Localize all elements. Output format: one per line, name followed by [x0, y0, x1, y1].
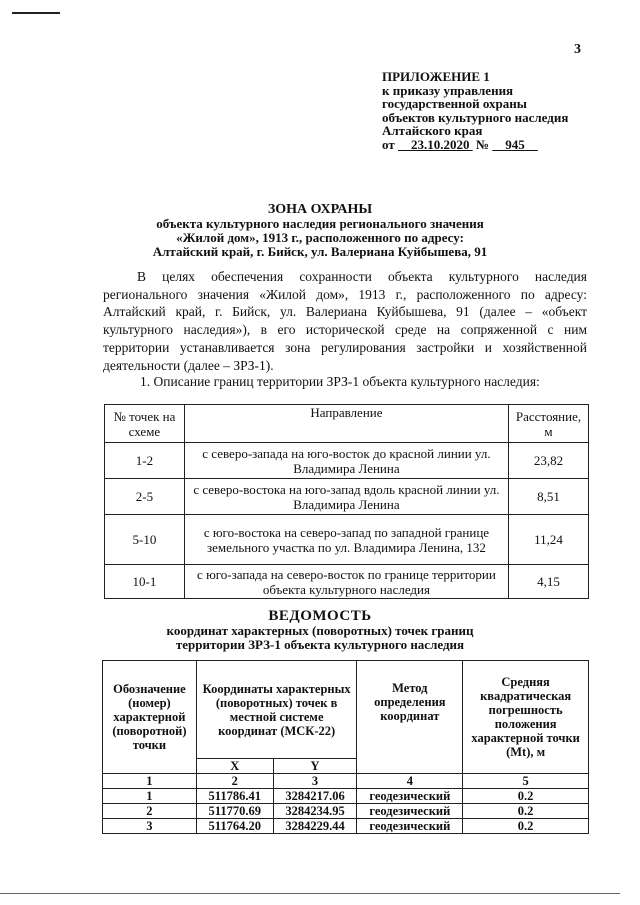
zone-subtitle: [0, 217, 640, 259]
vedomost-subtitle: [0, 624, 640, 652]
cell-distance: 4,15: [509, 565, 589, 599]
cell-points: 2-5: [105, 479, 185, 515]
appendix-line: Алтайского края: [382, 123, 483, 138]
cell-error: 0.2: [463, 819, 589, 834]
intro-text: В целях обеспечения сохранности объекта культурного наследия регионального значения «Жилой дом», 1913 г., расположенного по адресу: Алтайский край, г. Бийск, ул. Валериана Куйбышева, 91 (далее – «объект культурного наследия»), в его исторической среде на сопряженной с ним территории устанавливается зона регулирования застройки и хозяйственной деятельности (далее – ЗРЗ-1).: [103, 269, 587, 373]
cell-distance: 8,51: [509, 479, 589, 515]
column-number-row: [103, 774, 589, 789]
order-date: 23.10.2020: [410, 136, 470, 152]
intro-paragraph: [103, 268, 587, 374]
cell-error: 0.2: [463, 789, 589, 804]
cell-method: геодезический: [357, 804, 463, 819]
column-number: 4: [357, 774, 463, 789]
column-number: 3: [273, 774, 357, 789]
appendix-line: объектов культурного наследия: [382, 109, 569, 125]
vedomost-title: ВЕДОМОСТЬ: [268, 608, 372, 624]
cell-x: 511764.20: [196, 819, 273, 834]
header-rule: [12, 12, 60, 14]
cell-points: 5-10: [105, 515, 185, 565]
cell-y: 3284217.06: [273, 789, 357, 804]
zone-subtitle-line: Алтайский край, г. Бийск, ул. Валериана Куйбышева, 91: [152, 244, 488, 259]
appendix-line: государственной охраны: [382, 96, 527, 111]
header-x: X: [196, 759, 273, 774]
header-error: Средняя квадратическая погрешность положения характерной точки (Mt), м: [463, 661, 589, 774]
cell-point: 3: [103, 819, 197, 834]
table-row: [103, 819, 589, 834]
cell-point: 1: [103, 789, 197, 804]
number-label: №: [475, 136, 490, 152]
vedomost-subtitle-line: территории ЗРЗ-1 объекта культурного наследия: [175, 637, 465, 652]
cell-y: 3284229.44: [273, 819, 357, 834]
vedomost-subtitle-line: координат характерных (поворотных) точек границ: [166, 623, 474, 638]
footer-rule: [0, 893, 620, 894]
table-row: [103, 804, 589, 819]
header-direction: Направление: [184, 405, 508, 443]
header-points: № точек на схеме: [105, 405, 185, 443]
zone-subtitle-line: объекта культурного наследия регионального значения: [156, 216, 484, 231]
cell-y: 3284234.95: [273, 804, 357, 819]
boundary-table: [104, 404, 589, 599]
header-distance: Расстояние, м: [509, 405, 589, 443]
appendix-line: к приказу управления: [382, 82, 514, 98]
zone-subtitle-line: «Жилой дом», 1913 г., расположенного по адресу:: [176, 230, 464, 245]
cell-x: 511770.69: [196, 804, 273, 819]
cell-method: геодезический: [357, 789, 463, 804]
cell-points: 10-1: [105, 565, 185, 599]
cell-method: геодезический: [357, 819, 463, 834]
cell-point: 2: [103, 804, 197, 819]
cell-distance: 11,24: [509, 515, 589, 565]
column-number: 5: [463, 774, 589, 789]
from-label: от: [382, 136, 395, 152]
appendix-title: ПРИЛОЖЕНИЕ 1: [382, 69, 490, 84]
table-row: [105, 479, 589, 515]
header-coordinates: Координаты характерных (поворотных) точек в местной системе координат (МСК-22): [196, 661, 357, 759]
table-row: [105, 565, 589, 599]
appendix-block: [382, 70, 568, 151]
cell-direction: с юго-востока на северо-запад по западной границе земельного участка по ул. Владимира Ленина, 132: [184, 515, 508, 565]
cell-points: 1-2: [105, 443, 185, 479]
coordinates-table: [102, 660, 589, 834]
table-header-row: [103, 661, 589, 759]
header-method: Метод определения координат: [357, 661, 463, 774]
column-number: 1: [103, 774, 197, 789]
header-y: Y: [273, 759, 357, 774]
section-heading: 1. Описание границ территории ЗРЗ-1 объекта культурного наследия:: [140, 374, 540, 389]
table-row: [105, 515, 589, 565]
cell-error: 0.2: [463, 804, 589, 819]
header-point: Обозначение (номер) характерной (поворотной) точки: [103, 661, 197, 774]
cell-x: 511786.41: [196, 789, 273, 804]
zone-title: ЗОНА ОХРАНЫ: [267, 202, 373, 217]
table-row: [105, 443, 589, 479]
column-number: 2: [196, 774, 273, 789]
table-row: [103, 789, 589, 804]
appendix-date-line: [382, 138, 568, 152]
page-number: 3: [574, 42, 581, 57]
cell-direction: с юго-запада на северо-восток по границе территории объекта культурного наследия: [184, 565, 508, 599]
order-number: 945: [505, 136, 525, 152]
cell-distance: 23,82: [509, 443, 589, 479]
table-header-row: [105, 405, 589, 443]
cell-direction: с северо-запада на юго-восток до красной линии ул. Владимира Ленина: [184, 443, 508, 479]
cell-direction: с северо-востока на юго-запад вдоль красной линии ул. Владимира Ленина: [184, 479, 508, 515]
